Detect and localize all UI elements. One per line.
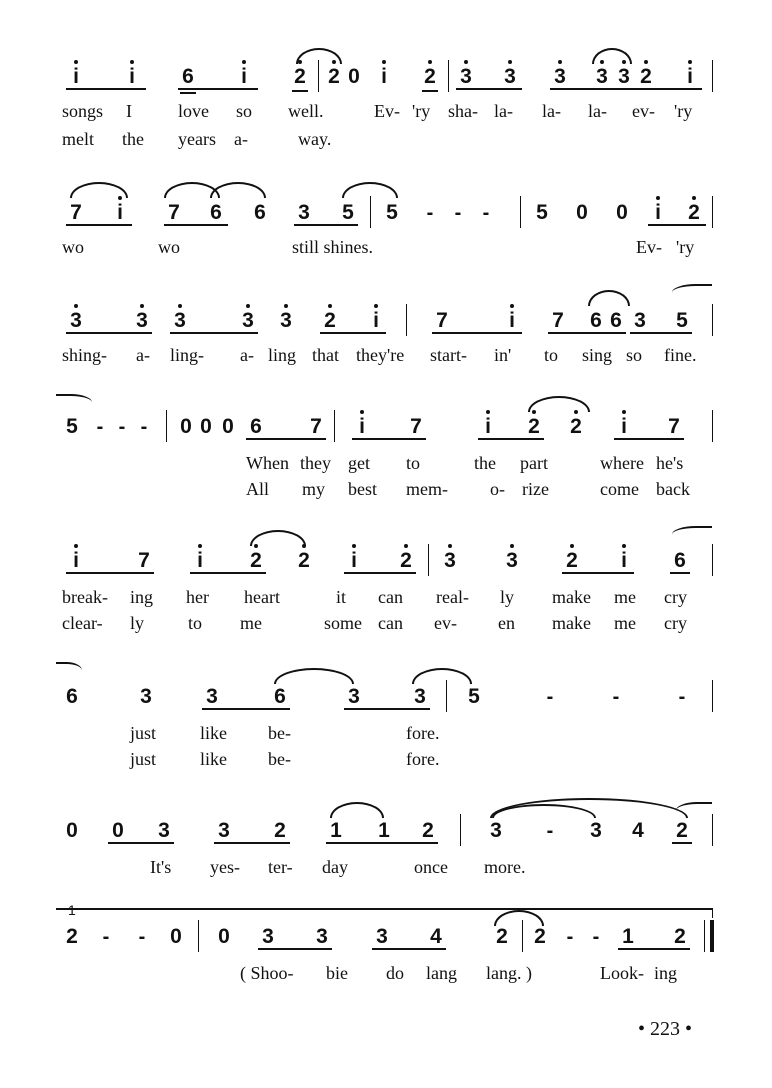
dash: -: [546, 820, 554, 842]
note: 0: [576, 201, 588, 224]
note: 2: [66, 925, 78, 948]
note: 2: [290, 64, 310, 90]
slur: [330, 802, 384, 818]
tie-in: [56, 394, 92, 408]
note: 3: [170, 308, 190, 334]
note: i: [66, 548, 86, 574]
slur: [250, 530, 306, 546]
note: i: [366, 308, 386, 334]
note: 3: [500, 64, 520, 90]
note: 2: [320, 308, 340, 334]
note: 1: [330, 819, 342, 842]
volta-bracket: [56, 908, 713, 918]
note: 5: [342, 201, 354, 224]
dash: -: [678, 686, 686, 708]
note: i: [680, 64, 700, 90]
note: i: [502, 308, 522, 334]
note: 6: [610, 309, 622, 332]
note: 6: [254, 201, 266, 224]
note: 2: [562, 548, 582, 574]
dash: -: [96, 416, 104, 438]
note: 2: [676, 819, 688, 842]
note: 0: [180, 415, 192, 438]
note: 7: [410, 415, 422, 438]
note: 2: [274, 819, 286, 842]
note: 4: [632, 819, 644, 842]
dash: -: [118, 416, 126, 438]
lyric-verse-1: just like be- fore.: [130, 723, 440, 743]
notation-row: [0, 64, 772, 90]
note: 6: [66, 685, 78, 708]
dash: -: [102, 926, 110, 948]
note: 6: [674, 549, 686, 572]
note: 3: [634, 309, 646, 332]
notation-row: [0, 818, 772, 844]
note: 6: [250, 415, 262, 438]
note: 0: [348, 65, 360, 88]
lyric-verse-2: clear- ly to me some can ev- en make me cry: [62, 613, 687, 633]
note: i: [234, 64, 254, 90]
note: 0: [66, 819, 78, 842]
notation-row: [0, 200, 772, 226]
notation-row: [0, 308, 772, 334]
tie-in: [56, 662, 82, 676]
note: 2: [534, 925, 546, 948]
note: 5: [676, 309, 688, 332]
note: 3: [592, 64, 612, 90]
note: 1: [378, 819, 390, 842]
slur: [412, 668, 472, 684]
note: 3: [262, 925, 274, 948]
note: 7: [70, 201, 82, 224]
note: 0: [616, 201, 628, 224]
note: 2: [674, 925, 686, 948]
slur: [70, 182, 128, 198]
lyric-verse-1: It's yes- ter- day once more.: [150, 857, 526, 877]
note: 3: [414, 685, 426, 708]
note: i: [374, 64, 394, 90]
note: 2: [636, 64, 656, 90]
slur: [274, 668, 354, 684]
note: 2: [422, 819, 434, 842]
lyric-verse-2: melt the years a- way.: [62, 129, 332, 149]
note: i: [478, 414, 498, 440]
lyric-verse-1: shing- a- ling- a- ling that they're start- in' to sing so fine.: [62, 345, 697, 365]
note: 3: [614, 64, 634, 90]
tie-out: [672, 526, 712, 540]
note: 2: [324, 64, 344, 90]
note: 0: [112, 819, 124, 842]
lyric-verse-2: All my best mem- o- rize come back: [246, 479, 690, 499]
note: 4: [430, 925, 442, 948]
note: 3: [298, 201, 310, 224]
lyric-verse-1: When they get to the part where he's: [246, 453, 684, 473]
note: 3: [238, 308, 258, 334]
note: 2: [420, 64, 440, 90]
note: 6: [178, 64, 198, 90]
note: 2: [294, 548, 314, 574]
note: 6: [590, 309, 602, 332]
note: i: [648, 200, 668, 226]
note: i: [352, 414, 372, 440]
note: i: [614, 414, 634, 440]
note: 2: [396, 548, 416, 574]
lyric-verse-1: break- ing her heart it can real- ly make me cry: [62, 587, 687, 607]
notation-row: [0, 548, 772, 574]
dash: -: [566, 926, 574, 948]
note: 3: [440, 548, 460, 574]
note: 3: [590, 819, 602, 842]
slur: [528, 396, 590, 412]
slur: [210, 182, 266, 198]
note: 3: [456, 64, 476, 90]
slur: [592, 48, 632, 64]
note: 0: [218, 925, 230, 948]
dash: -: [482, 202, 490, 224]
note: 0: [170, 925, 182, 948]
dash: -: [426, 202, 434, 224]
slur: [588, 290, 630, 306]
slur: [296, 48, 342, 64]
page-number: • 223 •: [638, 1018, 692, 1041]
volta-mark: 1: [68, 902, 76, 918]
note: 2: [246, 548, 266, 574]
note: i: [66, 64, 86, 90]
note: 5: [66, 415, 78, 438]
note: 7: [436, 309, 448, 332]
note: 0: [222, 415, 234, 438]
tie-out: [672, 284, 712, 298]
note: 6: [274, 685, 286, 708]
dash: -: [454, 202, 462, 224]
notation-row: [0, 414, 772, 440]
note: i: [190, 548, 210, 574]
note: 3: [218, 819, 230, 842]
note: 1: [622, 925, 634, 948]
note: 3: [490, 819, 502, 842]
note: 5: [386, 201, 398, 224]
note: 3: [206, 685, 218, 708]
dash: -: [592, 926, 600, 948]
lyric-verse-1: wo wo still shines. Ev- 'ry: [62, 237, 695, 257]
note: 3: [66, 308, 86, 334]
note: 7: [138, 549, 150, 572]
note: 3: [550, 64, 570, 90]
lyric-verse-1: ( Shoo- bie do lang lang. ) Look- ing: [240, 963, 678, 983]
dash: -: [612, 686, 620, 708]
notation-row: [0, 924, 772, 950]
note: 6: [210, 201, 222, 224]
note: 7: [552, 309, 564, 332]
note: 2: [566, 414, 586, 440]
note: 3: [502, 548, 522, 574]
note: i: [122, 64, 142, 90]
note: 2: [496, 925, 508, 948]
note: 5: [468, 685, 480, 708]
dash: -: [546, 686, 554, 708]
note: 7: [668, 415, 680, 438]
tie-out: [676, 802, 712, 816]
lyric-verse-1: songs I love so well. Ev- 'ry sha- la- la- la- ev- 'ry: [62, 101, 693, 121]
lyric-verse-2: just like be- fore.: [130, 749, 440, 769]
note: 7: [168, 201, 180, 224]
note: i: [110, 200, 130, 226]
dash: -: [138, 926, 146, 948]
note: 3: [316, 925, 328, 948]
note: 0: [200, 415, 212, 438]
notation-row: [0, 684, 772, 710]
note: 5: [536, 201, 548, 224]
note: 2: [684, 200, 704, 226]
slur: [342, 182, 398, 198]
note: 2: [524, 414, 544, 440]
note: 3: [276, 308, 296, 334]
note: 3: [376, 925, 388, 948]
dash: -: [140, 416, 148, 438]
note: 3: [348, 685, 360, 708]
note: 3: [132, 308, 152, 334]
note: 3: [140, 685, 152, 708]
note: 7: [310, 415, 322, 438]
note: i: [614, 548, 634, 574]
note: 3: [158, 819, 170, 842]
note: i: [344, 548, 364, 574]
